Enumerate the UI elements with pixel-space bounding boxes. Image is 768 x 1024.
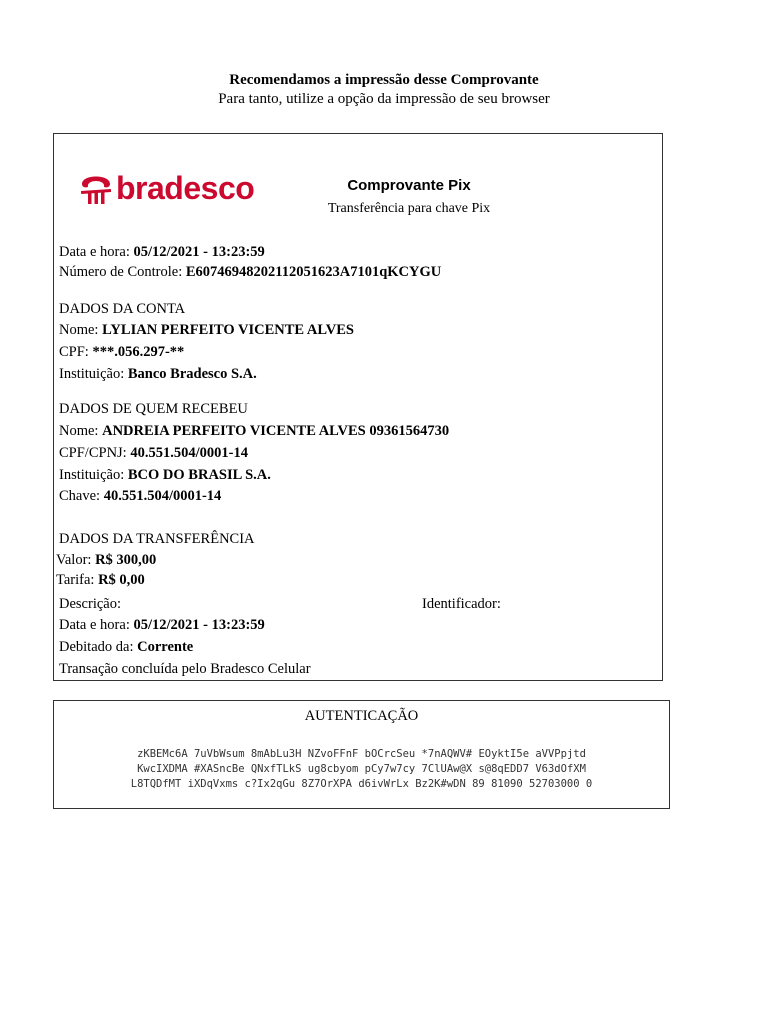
account-institution: Instituição: Banco Bradesco S.A. xyxy=(59,366,257,382)
account-name: Nome: LYLIAN PERFEITO VICENTE ALVES xyxy=(59,322,354,338)
transfer-fee: Tarifa: R$ 0,00 xyxy=(56,572,145,588)
bradesco-logo xyxy=(78,164,255,212)
receiver-document-value: 40.551.504/0001-14 xyxy=(130,445,248,461)
account-cpf: CPF: ***.056.297-** xyxy=(59,344,185,360)
print-notice-subtitle: Para tanto, utilize a opção da impressão de seu browser xyxy=(218,91,550,107)
receipt-title: Comprovante Pix xyxy=(347,177,471,194)
info-control-number: Número de Controle: E60746948202112051623A7101qKCYGU xyxy=(59,264,442,280)
receiver-institution: Instituição: BCO DO BRASIL S.A. xyxy=(59,467,271,483)
receiver-document: CPF/CPNJ: 40.551.504/0001-14 xyxy=(59,445,248,461)
print-notice xyxy=(0,71,768,109)
receiver-institution-value: BCO DO BRASIL S.A. xyxy=(127,467,271,483)
bradesco-tree-icon xyxy=(78,170,114,206)
transfer-fee-amount: R$ 0,00 xyxy=(98,572,145,588)
account-section-title: DADOS DA CONTA xyxy=(59,301,186,317)
transfer-value-amount: R$ 300,00 xyxy=(95,552,157,568)
receipt-panel xyxy=(53,133,663,681)
receipt-header xyxy=(254,176,564,219)
authentication-code-line: KwcIXDMA #XASncBe QNxfTLkS ug8cbyom pCy7w7cy 7ClUAw@X s@8qEDD7 V63dOfXM xyxy=(137,763,586,775)
transfer-identifier-label: Identificador: xyxy=(422,596,501,612)
info-date-value: 05/12/2021 - 13:23:59 xyxy=(133,244,265,260)
control-number-value: E60746948202112051623A7101qKCYGU xyxy=(185,264,442,280)
print-notice-title: Recomendamos a impressão desse Comprovante xyxy=(229,72,539,88)
transfer-debit-account: Debitado da: Corrente xyxy=(59,639,194,655)
authentication-code xyxy=(54,747,669,792)
transfer-value: Valor: R$ 300,00 xyxy=(56,552,157,568)
transfer-description-label: Descrição: xyxy=(59,596,121,612)
info-date: Data e hora: 05/12/2021 - 13:23:59 xyxy=(59,244,265,260)
transfer-section-title: DADOS DA TRANSFERÊNCIA xyxy=(59,531,255,547)
authentication-code-line: zKBEMc6A 7uVbWsum 8mAbLu3H NZvoFFnF bOCrcSeu *7nAQWV# EOyktI5e aVVPpjtd xyxy=(137,748,586,760)
transfer-status: Transação concluída pelo Bradesco Celular xyxy=(59,661,311,677)
bradesco-wordmark: bradesco xyxy=(116,170,255,206)
receipt-subtitle: Transferência para chave Pix xyxy=(327,201,491,216)
transfer-date-value: 05/12/2021 - 13:23:59 xyxy=(133,617,265,633)
authentication-panel xyxy=(53,700,670,809)
transfer-debit-value: Corrente xyxy=(137,639,194,655)
account-cpf-value: ***.056.297-** xyxy=(92,344,185,360)
account-name-value: LYLIAN PERFEITO VICENTE ALVES xyxy=(102,322,354,338)
receiver-pix-key-value: 40.551.504/0001-14 xyxy=(103,488,222,504)
transfer-date: Data e hora: 05/12/2021 - 13:23:59 xyxy=(59,617,265,633)
receiver-name-value: ANDREIA PERFEITO VICENTE ALVES 09361564730 xyxy=(102,423,450,439)
authentication-code-line: L8TQDfMT iXDqVxms c?Ix2qGu 8Z7OrXPA d6ivWrLx Bz2K#wDN 89 81090 52703000 0 xyxy=(130,778,593,790)
receiver-pix-key: Chave: 40.551.504/0001-14 xyxy=(59,488,222,504)
authentication-title: AUTENTICAÇÃO xyxy=(304,708,419,724)
account-institution-value: Banco Bradesco S.A. xyxy=(127,366,257,382)
receiver-section-title: DADOS DE QUEM RECEBEU xyxy=(59,401,248,417)
receiver-name: Nome: ANDREIA PERFEITO VICENTE ALVES 09361564730 xyxy=(59,423,450,439)
